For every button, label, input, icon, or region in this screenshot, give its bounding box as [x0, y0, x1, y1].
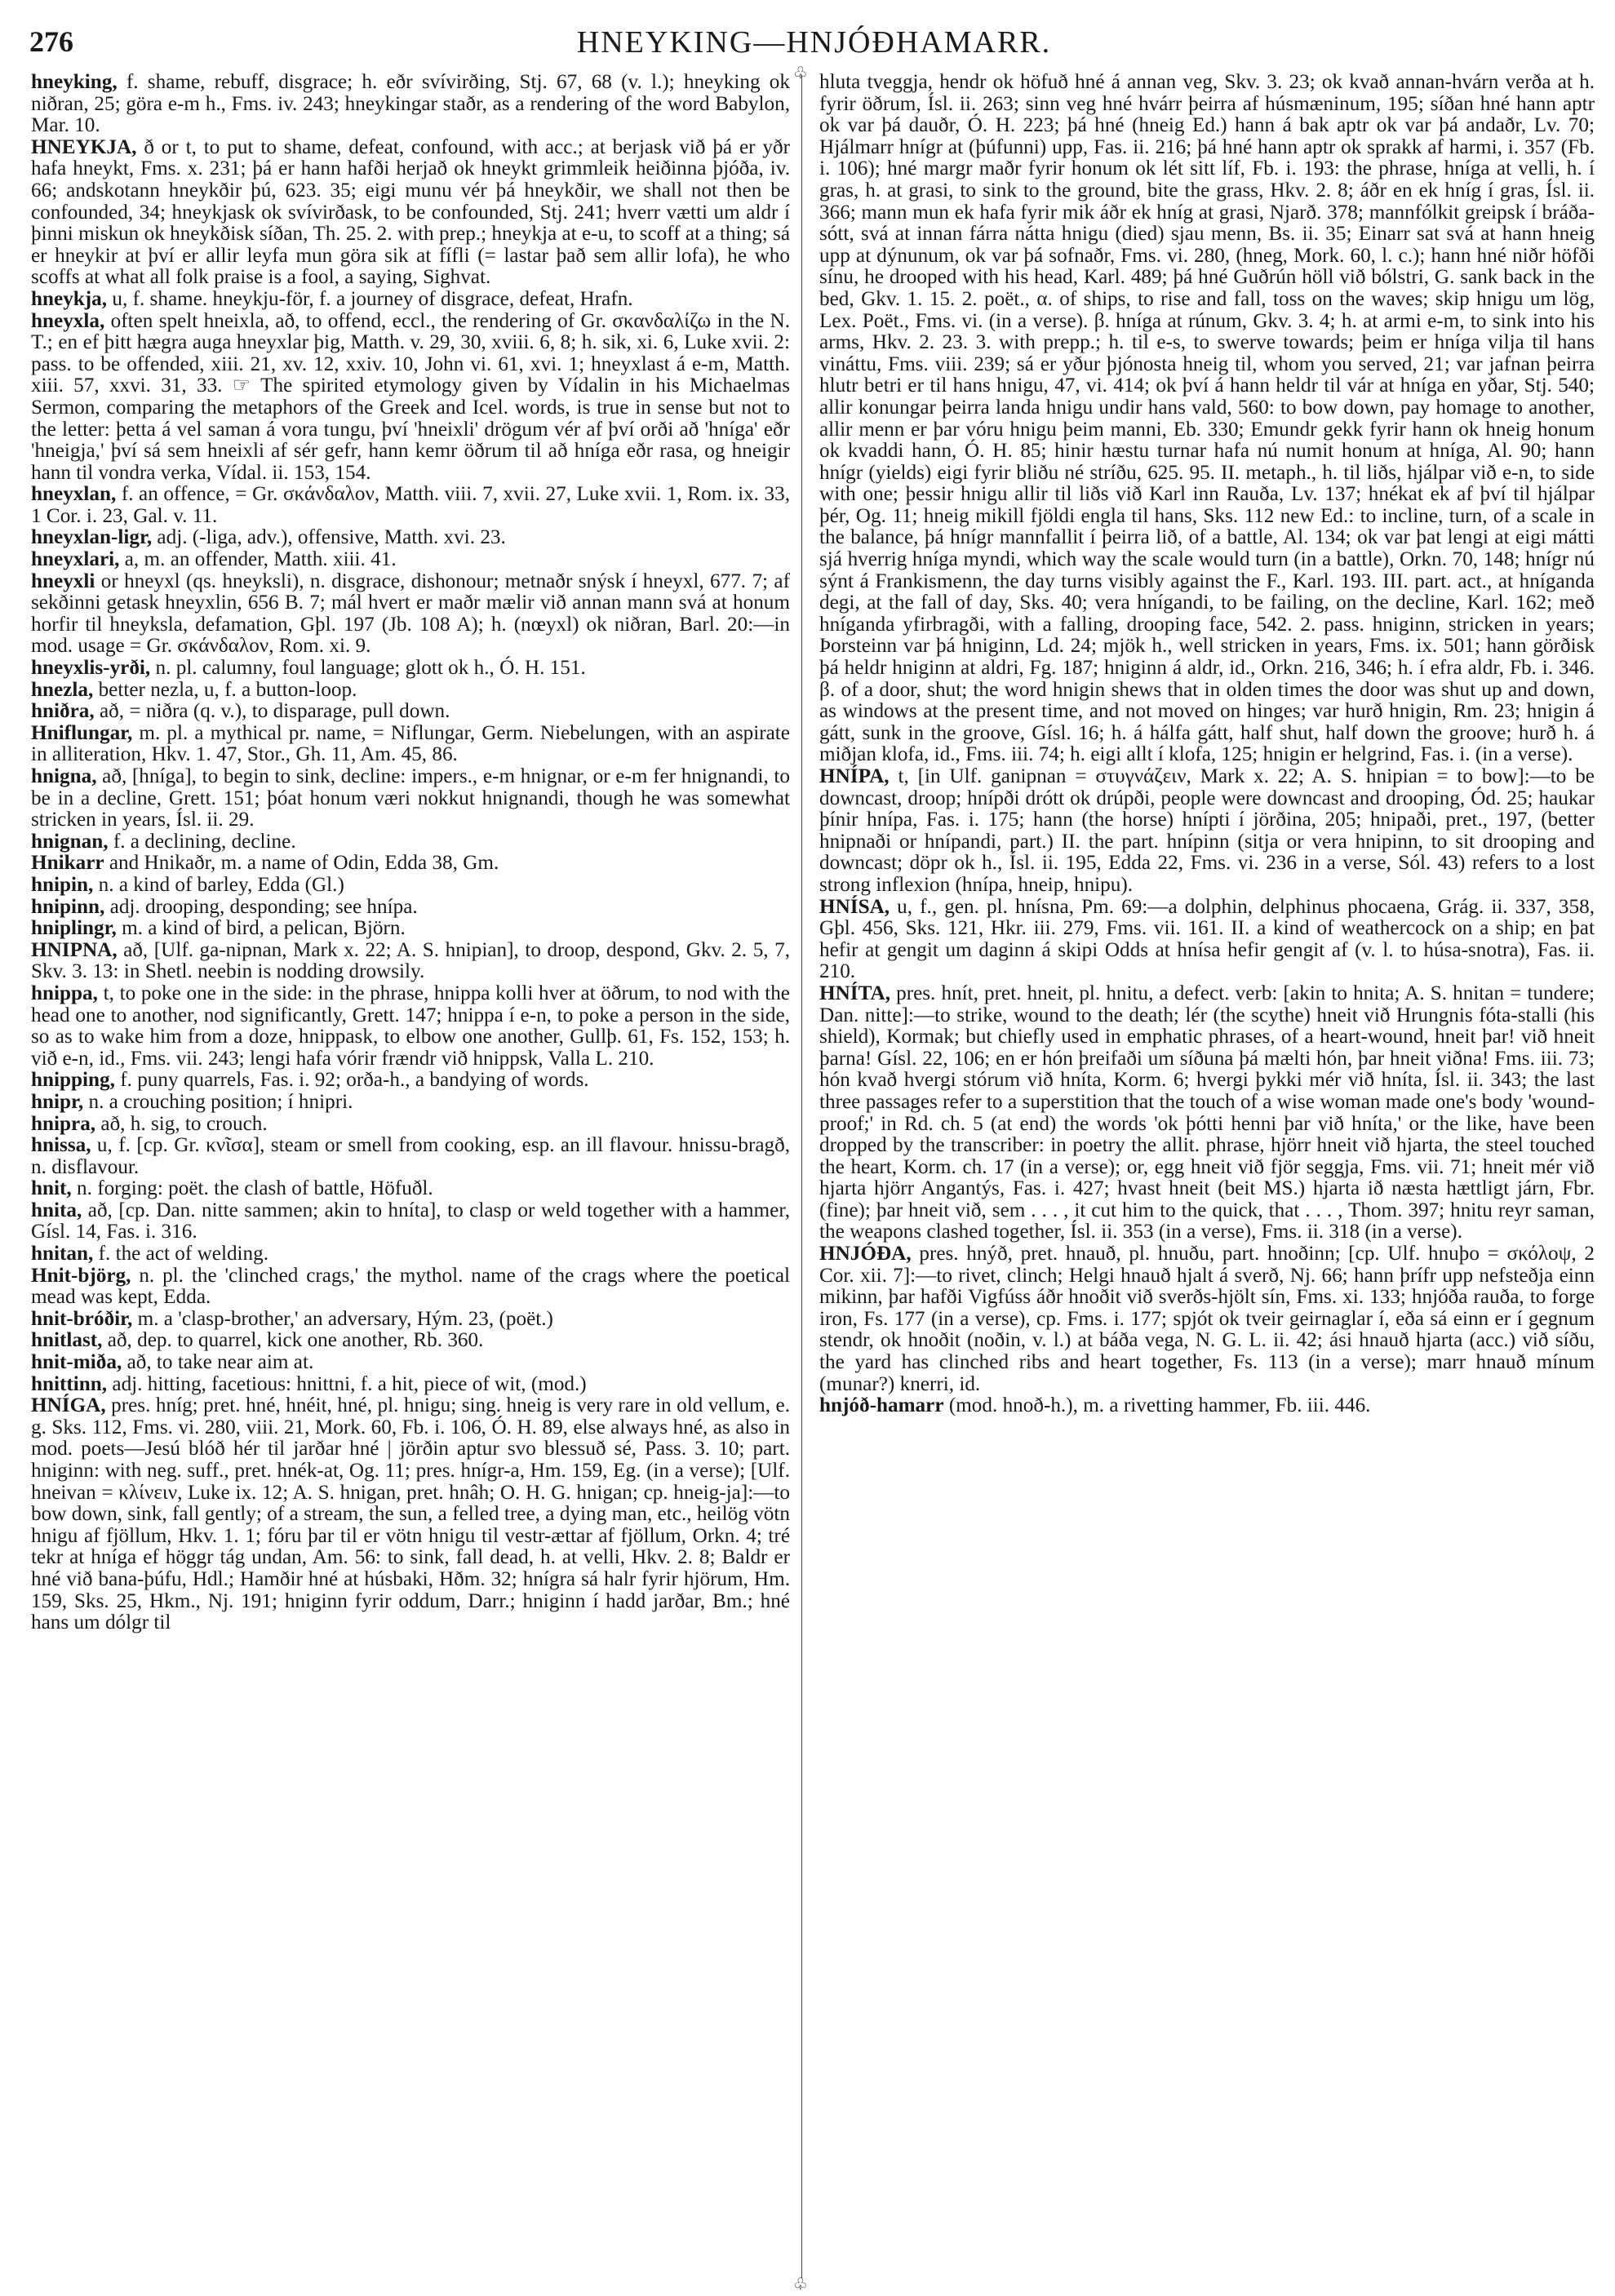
- headword: hniplingr,: [31, 917, 117, 940]
- dictionary-entry: [31, 1265, 790, 1309]
- entry-definition: t, [in Ulf. ganipnan = στυγνάζειν, Mark x. 22; A. S. hnipian = to bow]:—to be downcast, droop; hnípði drótt ok drúpði, people were downcast and drooping, Ód. 25; haukar þínir hnípa, Fas. i. 175; hann (the horse) hnípti í jörðina, 205; hnipaði, pret., 197, (better hnipnaði or hnípandi, part.) II. the part. hnípinn (sitja or vera hnipinn, to sit drooping and downcast; döpr ok h., Ísl. ii. 195, Edda 22, Fms. vi. 236 in a verse, Sól. 43) refers to a lost strong inflexion (hnípa, hneip, hnipu).: [819, 765, 1595, 896]
- entry-definition: n. a kind of barley, Edda (Gl.): [93, 873, 344, 896]
- entry-definition: u, f. [cp. Gr. κνῖσα], steam or smell from cooking, esp. an ill flavour. hnissu-bragð, n. disflavour.: [31, 1134, 790, 1178]
- headword: hnit-miða,: [31, 1351, 122, 1374]
- dictionary-entry: [31, 1309, 790, 1331]
- dictionary-entry: [31, 897, 790, 919]
- entry-definition: and Hnikaðr, m. a name of Odin, Edda 38, Gm.: [104, 852, 499, 875]
- headword: hneyxlis-yrði,: [31, 657, 151, 680]
- headword: hneykja,: [31, 287, 108, 310]
- right-column: [819, 72, 1595, 1417]
- headword: hneyking,: [31, 71, 118, 93]
- dictionary-entry: [31, 831, 790, 853]
- dictionary-entry: [31, 1374, 790, 1396]
- column-divider: [801, 75, 802, 2278]
- headword: HNJÓÐA,: [819, 1243, 912, 1265]
- entry-definition: or hneyxl (qs. hneyksli), n. disgrace, dishonour; metnaðr snýsk í hneyxl, 677. 7; af sekðinni getask hneyxlin, 656 B. 7; mál hvert er maðr mælir við annan mann svá at honum horfir til hneyksla, defamation, Gþl. 197 (Jb. 108 A); h. (nœyxl) ok niðran, Barl. 20:—in mod. usage = Gr. σκάνδαλον, Rom. xi. 9.: [31, 570, 790, 658]
- entry-definition: að, [hníga], to begin to sink, decline: impers., e-m hnignar, or e-m fer hnignandi, to be in a decline, Grett. 151; þóat honum væri nokkut hnignandi, though he was somewhat stricken in years, Ísl. ii. 29.: [31, 765, 790, 831]
- entry-definition: f. a declining, decline.: [108, 830, 296, 853]
- dictionary-entry: [31, 875, 790, 897]
- dictionary-entry: [31, 766, 790, 831]
- entry-definition: n. pl. the 'clinched crags,' the mythol. name of the crags where the poetical mead was kept, Edda.: [31, 1264, 790, 1309]
- headword: hnitlast,: [31, 1329, 103, 1352]
- dictionary-entry: [819, 72, 1595, 766]
- headword: hnipin,: [31, 873, 94, 896]
- headword: hniðra,: [31, 700, 95, 723]
- dictionary-entry: [31, 289, 790, 311]
- dictionary-entry: [31, 1070, 790, 1092]
- dictionary-entry: [31, 549, 790, 571]
- dictionary-entry: [31, 1200, 790, 1243]
- entry-definition: f. puny quarrels, Fas. i. 92; orða-h., a bandying of words.: [114, 1069, 589, 1092]
- dictionary-entry: [31, 311, 790, 485]
- entry-definition: better nezla, u, f. a button-loop.: [93, 678, 357, 701]
- headword: hnipinn,: [31, 895, 105, 918]
- headword: hnezla,: [31, 678, 94, 701]
- dictionary-entry: [819, 983, 1595, 1243]
- dictionary-entry: [31, 1092, 790, 1114]
- column-ornament-top-icon: ♧: [793, 64, 808, 82]
- dictionary-entry: [31, 1135, 790, 1178]
- dictionary-entry: [819, 1395, 1595, 1417]
- headword: hnigna,: [31, 765, 97, 787]
- headword: hnippa,: [31, 982, 98, 1004]
- dictionary-entry: [819, 766, 1595, 897]
- entry-definition: f. the act of welding.: [93, 1243, 269, 1265]
- page-title: HNEYKING—HNJÓÐHAMARR.: [576, 25, 1052, 60]
- headword: hnignan,: [31, 830, 109, 853]
- headword: Hniflungar,: [31, 721, 133, 744]
- entry-definition: f. shame, rebuff, disgrace; h. eðr svívirðing, Stj. 67, 68 (v. l.); hneyking ok niðran, 25; göra e-m h., Fms. iv. 243; hneykingar staðr, as a rendering of the word Babylon, Mar. 10.: [31, 71, 790, 137]
- headword: hnitan,: [31, 1243, 94, 1265]
- entry-definition: m. a kind of bird, a pelican, Björn.: [116, 917, 406, 940]
- entry-definition: (mod. hnoð-h.), m. a rivetting hammer, Fb. iii. 446.: [943, 1394, 1371, 1417]
- headword: hneyxla,: [31, 309, 105, 332]
- headword: hneyxlan-ligr,: [31, 526, 153, 549]
- headword: hnipping,: [31, 1069, 115, 1092]
- running-header: [29, 24, 1599, 65]
- headword: HNÍSA,: [819, 895, 890, 918]
- entry-definition: að, h. sig, to crouch.: [95, 1112, 268, 1135]
- entry-definition: adj. drooping, desponding; see hnípa.: [104, 895, 418, 918]
- dictionary-entry: [31, 571, 790, 658]
- entry-definition: pres. hnýð, pret. hnauð, pl. hnuðu, part. hnoðinn; [cp. Ulf. hnuþo = σκόλοψ, 2 Cor. xii. 7]:—to rivet, clinch; Helgi hnauð hjalt á sverð, Nj. 66; hann þrífr upp nefsteðja einn mikinn, þar hafði Vigfúss áðr hnoðit við sverðs-hjölt sín, Fms. xi. 133; hnjóða rauða, to forge iron, Fs. 177 (in a verse), cp. Fms. i. 177; spjót ok tveir geirnaglar í, eða sá einn er í gegnum stendr, ok hnoðit (noðin, v. l.) at báða vega, N. G. L. ii. 42; ási hnauð hjarta (acc.) við síðu, the yard has clinched ribs and heart together, Fs. 113 (in a verse); marr hnauð mínum (munar?) knerri, id.: [819, 1243, 1595, 1395]
- headword: HNÍTA,: [819, 982, 890, 1004]
- entry-definition: að, dep. to quarrel, kick one another, Rb. 360.: [102, 1329, 484, 1352]
- dictionary-entry: [31, 853, 790, 875]
- entry-definition: n. pl. calumny, foul language; glott ok h., Ó. H. 151.: [150, 657, 586, 680]
- entry-definition: m. pl. a mythical pr. name, = Niflungar, Germ. Niebelungen, with an aspirate in alliteration, Hkv. 1. 47, Stor., Gh. 11, Am. 45, 86.: [31, 721, 790, 766]
- entry-definition: að, = niðra (q. v.), to disparage, pull down.: [94, 700, 450, 723]
- headword: HNIPNA,: [31, 938, 118, 961]
- headword: hneyxlan,: [31, 483, 117, 506]
- headword: hnipr,: [31, 1090, 84, 1113]
- entry-definition: n. a crouching position; í hnipri.: [83, 1090, 353, 1113]
- headword: HNEYKJA,: [31, 135, 137, 158]
- entry-definition: f. an offence, = Gr. σκάνδαλον, Matth. viii. 7, xvii. 27, Luke xvii. 1, Rom. ix. 33, 1 Cor. i. 23, Gal. v. 11.: [31, 483, 790, 527]
- headword: hnissa,: [31, 1134, 91, 1157]
- headword: HNÍPA,: [819, 765, 890, 787]
- dictionary-entry: [31, 1178, 790, 1200]
- dictionary-entry: [819, 897, 1595, 983]
- dictionary-entry: [819, 1243, 1595, 1395]
- headword: hnipra,: [31, 1112, 96, 1135]
- headword: Hnikarr: [31, 852, 104, 875]
- left-column: [31, 72, 790, 1634]
- dictionary-entry: [31, 137, 790, 289]
- entry-definition: adj. hitting, facetious: hnittni, f. a hit, piece of wit, (mod.): [107, 1372, 587, 1395]
- headword: HNÍGA,: [31, 1394, 106, 1417]
- entry-definition: adj. (-liga, adv.), offensive, Matth. xvi. 23.: [152, 526, 506, 549]
- dictionary-entry: [31, 1395, 790, 1634]
- entry-definition: hluta tveggja, hendr ok höfuð hné á annan veg, Skv. 3. 23; ok kvað annan-hvárn verða at h. fyrir öðrum, Ísl. ii. 263; sinn veg hné hvárr þeirra af húsmæninum, 195; síðan hné hann aptr ok var þá dauðr, Ó. H. 223; þá hné (hneig Ed.) hann á bak aptr ok var þá andaðr, Lv. 70; Hjálmarr hnígr at (þúfunni) upp, Fas. ii. 216; þá hné hann aptr ok sprakk af harmi, i. 357 (Fb. i. 106); hné margr maðr fyrir honum ok lét sitt líf, Fb. i. 193: the phrase, hníga at velli, h. í gras, h. at grasi, to sink to the ground, bite the grass, Hkv. 2. 8; áðr en ek hníg í gras, Ísl. ii. 366; mann mun ek hafa fyrir mik áðr ek hníg at grasi, Njarð. 378; mannfólkit greipsk í bráða-sótt, svá at innan fárra nátta hnigu (died) sjau menn, Bs. ii. 35; Einarr sat svá at hann hneig upp at dýnunum, ok var þá sofnaðr, Fms. vi. 280, (hneg, Mork. 60, l. c.); hann hné niðr höfði sínu, he drooped with his head, Karl. 489; þá hné Guðrún höll við bólstri, G. sank back in the bed, Gkv. 1. 15. 2. poët., α. of ships, to rise and fall, toss on the waves; skip hnigu um lög, Lex. Poët., Fms. vi. (in a verse). β. hníga at rúnum, Gkv. 3. 4; h. at armi e-m, to sink into his arms, Hkv. 2. 23. 3. with prepp.; h. til e-s, to swerve towards; þeim er hníga vilja til hans vináttu, Fms. viii. 239; sá er yður þjónosta hneig til, whom you served, 21; var jafnan þeirra hlutr betri er til hans hnigu, 47, vi. 414; ok því á hann heldr til vár at hníga en yðar, Stj. 540; allir konungar þeirra landa hnigu undir hans vald, 560: to bow down, pay homage to another, allir menn er þar vóru hnigu þeim manni, Eb. 330; Emundr gekk fyrir hann ok hneig honum ok kvaddi hann, Ó. H. 85; hinir hæstu turnar hafa nú numit honum at hníga, Al. 90; hann hnígr (yields) eigi fyrir bliðu né stríðu, 625. 95. II. metaph., h. til liðs, hjálpar við e-n, to side with one; þessir hnigu allir til liðs við Karl inn Rauða, Lv. 137; hnékat ek af því til hjálpar þér, Og. 11; hneig mikill fjöldi engla til hans, Sks. 112 new Ed.: to incline, turn, of a scale in the balance, þá hnígr mannfallit í þeirra lið, of a battle, Al. 134; ok var þat lengi at eigi mátti sjá hverrig hníga myndi, which way the scale would turn (in a battle), Orkn. 70, 148; hnígr nú sýnt á Frankismenn, the day turns visibly against the F., Karl. 193. III. part. act., at hníganda degi, at the fall of day, Sks. 40; vera hnígandi, to be failing, on the decline, Karl. 162; með hníganda yfirbragði, with a falling, drooping face, 542. 2. pass. hniginn, stricken in years; Þorsteinn var þá hniginn, Ld. 24; mjök h., well stricken in years, Fms. ix. 501; hann görðisk þá heldr hniginn at aldri, Fg. 187; hniginn á aldr, id., Orkn. 216, 346; h. í efra aldr, Fb. i. 346. β. of a door, shut; the word hnigin shews that in olden times the door was shut up and down, as windows at the present time, and not moved on hinges; var hurð hnigin, Rm. 23; hnigin á gátt, sunk in the groove, Gísl. 16; h. á hálfa gátt, half shut, half down the groove; hurð h. á miðjan klofa, id., Fms. iii. 74; h. eigi allt í klofa, 125; hnigin er helgrind, Fas. i. (in a verse).: [819, 71, 1595, 766]
- entry-definition: pres. hníg; pret. hné, hnéit, hné, pl. hnigu; sing. hneig is very rare in old vellum, e. g. Sks. 112, Fms. vi. 280, viii. 21, Mork. 60, Fb. i. 106, Ó. H. 89, else always hné, as also in mod. poets—Jesú blóð hér til jarðar hné | jörðin aptur svo blessuð sé, Pass. 3. 10; part. hniginn: with neg. suff., pret. hnék-at, Og. 11; pres. hnígr-a, Hm. 159, Eg. (in a verse); [Ulf. hneivan = κλίνειν, Luke ix. 12; A. S. hnigan, pret. hnâh; O. H. G. hnigan; cp. hneig-ja]:—to bow down, sink, fall gently; of a stream, the sun, a felled tree, a dying man, etc., heilög vötn hnigu af fjöllum, Hkv. 1. 1; fóru þar til er vötn hnigu til vestr-ættar af fjöllum, Orkn. 4; tré tekr at hníga ef höggr tág undan, Am. 56: to sink, fall dead, h. at velli, Hkv. 2. 8; Baldr er hné við bana-þúfu, Hdl.; Hamðir hné at húsbaki, Hðm. 32; hnígra sá halr fyrir hjörum, Hm. 159, Sks. 25, Hkm., Nj. 191; hniginn fyrir oddum, Darr.; hniginn í hadd jarðar, Bm.; hné hans um dólgr til: [31, 1394, 790, 1634]
- entry-definition: pres. hnít, pret. hneit, pl. hnitu, a defect. verb: [akin to hnita; A. S. hnitan = tundere; Dan. nitte]:—to strike, wound to the death; lér (the scythe) hneit við Hrungnis fóta-stalli (his shield), Kormak; but chiefly used in emphatic phrases, of a heart-wound, hneit þar! við hneit þarna! Gísl. 22, 106; en er hón þreifaði um síðuna þá mælti hón, þar hneit viðna! Fms. iii. 73; hón kvað hvergi stórum við hníta, Korm. 6; hvergi þykki mér við hníta, Ísl. ii. 343; the last three passages refer to a superstition that the touch of a wise woman made one's body 'wound-proof;' in Rd. ch. 5 (at end) the words 'ok þótti henni þar við hníta,' or the like, have been dropped by the transcriber: in poetry the allit. phrase, hjörr hneit við hjarta, the steel touched the heart, Korm. ch. 17 (in a verse); or, egg hneit við fjör seggja, Fms. vii. 71; hneit mér við hjarta hjörr Angantýs, Fas. i. 427; hvast hneit (beit MS.) hjarta ið næsta hættligt járn, Fbr. (fine); þar hneit við, sem . . . , it cut him to the quick, that . . . , Thom. 397; hnitu reyr saman, the weapons clashed together, Ísl. ii. 353 (in a verse), Fms. ii. 318 (in a verse).: [819, 982, 1595, 1243]
- dictionary-entry: [31, 484, 790, 527]
- headword: hneyxli: [31, 570, 95, 592]
- entry-definition: að, [Ulf. ga-nipnan, Mark x. 22; A. S. hnipian], to droop, despond, Gkv. 2. 5, 7, Skv. 3. 13: in Shetl. neebin is nodding drowsily.: [31, 938, 790, 983]
- headword: hnittinn,: [31, 1372, 108, 1395]
- dictionary-entry: [31, 680, 790, 702]
- dictionary-entry: [31, 918, 790, 940]
- entry-definition: að, to take near aim at.: [122, 1351, 314, 1374]
- dictionary-entry: [31, 940, 790, 983]
- headword: hnit,: [31, 1177, 72, 1200]
- dictionary-entry: [31, 723, 790, 766]
- entry-definition: u, f., gen. pl. hnísna, Pm. 69:—a dolphin, delphinus phocaena, Grág. ii. 337, 358, Gþl. 456, Sks. 121, Hkr. iii. 279, Fms. vii. 161. II. a kind of weathercock on a ship; en þat hefir at gengit um daginn á skipi Odds at hnísa hefir gengit af (v. l. to húsa-snotra), Fas. ii. 210.: [819, 895, 1595, 983]
- entry-definition: t, to poke one in the side: in the phrase, hnippa kolli hver at öðrum, to nod with the head one to another, nod significantly, Grett. 147; hnippa í e-n, to poke a person in the side, so as to wake him from a doze, hnippask, to elbow one another, Gullþ. 61, Fs. 152, 153; h. við e-n, id., Fms. vii. 243; lengi hafa vórir frændr við hnippsk, Valla L. 210.: [31, 982, 790, 1070]
- dictionary-entry: [31, 527, 790, 549]
- column-ornament-bottom-icon: ♧: [793, 2276, 808, 2294]
- entry-definition: að, [cp. Dan. nitte sammen; akin to hníta], to clasp or weld together with a hammer, Gísl. 14, Fas. i. 316.: [31, 1199, 790, 1243]
- headword: hnjóð-hamarr: [819, 1394, 944, 1417]
- entry-definition: often spelt hneixla, að, to offend, eccl., the rendering of Gr. σκανδαλίζω in the N. T.; en ef þitt hægra auga hneyxlar þig, Matth. v. 29, 30, xviii. 6, 8; h. sik, xi. 6, Luke xvii. 2: pass. to be offended, xiii. 21, xv. 12, xxiv. 10, John vi. 61, xvi. 1; hneyxlast á e-m, Matth. xiii. 57, xxvi. 31, 33. ☞ The spirited etymology given by Vídalin in his Michaelmas Sermon, comparing the metaphors of the Greek and Icel. words, is true in sense but not to the letter: þetta á vel saman á vora tungu, því 'hneixli' drögum vér af því orði að 'hníga' eðr 'hneigja,' því sá sem hneixli af sér gefr, hann kemr öðrum til að hníga eðr rasa, og hneigir hann til vondra verka, Vídal. ii. 153, 154.: [31, 309, 790, 484]
- entry-definition: a, m. an offender, Matth. xiii. 41.: [119, 548, 397, 571]
- page-number: 276: [29, 25, 73, 58]
- dictionary-entry: [31, 1243, 790, 1265]
- headword: hneyxlari,: [31, 548, 120, 571]
- dictionary-entry: [31, 658, 790, 680]
- headword: hnita,: [31, 1199, 82, 1221]
- dictionary-entry: [31, 1330, 790, 1352]
- dictionary-entry: [31, 1352, 790, 1374]
- headword: hnit-bróðir,: [31, 1307, 133, 1330]
- dictionary-entry: [31, 72, 790, 137]
- headword: Hnit-björg,: [31, 1264, 131, 1287]
- entry-definition: ð or t, to put to shame, defeat, confound, with acc.; at berjask við þá er yðr hafa hneykt, Fms. x. 231; þá er hann hafði herjað ok hneykt grimmleik heiðinna þjóða, iv. 66; andskotann hneykðir þú, 623. 35; eigi munu vér þá hneykðir, we shall not then be confounded, 34; hneykjask ok svívirðask, to be confounded, Stj. 241; hverr vætti um aldr í þinni miskun ok hneykðisk síðan, Th. 25. 2. with prep.; hneykja at e-u, to scoff at a thing; sá er hneykir at því er allir leyfa mun göra sik at fífli (= lastar það sem allir lofa), he who scoffs at what all folk praise is a fool, a saying, Sighvat.: [31, 135, 790, 289]
- dictionary-entry: [31, 1114, 790, 1136]
- entry-definition: n. forging: poët. the clash of battle, Höfuðl.: [71, 1177, 433, 1200]
- dictionary-entry: [31, 701, 790, 723]
- entry-definition: u, f. shame. hneykju-för, f. a journey of disgrace, defeat, Hrafn.: [107, 287, 633, 310]
- entry-definition: m. a 'clasp-brother,' an adversary, Hým. 23, (poët.): [132, 1307, 553, 1330]
- dictionary-entry: [31, 983, 790, 1070]
